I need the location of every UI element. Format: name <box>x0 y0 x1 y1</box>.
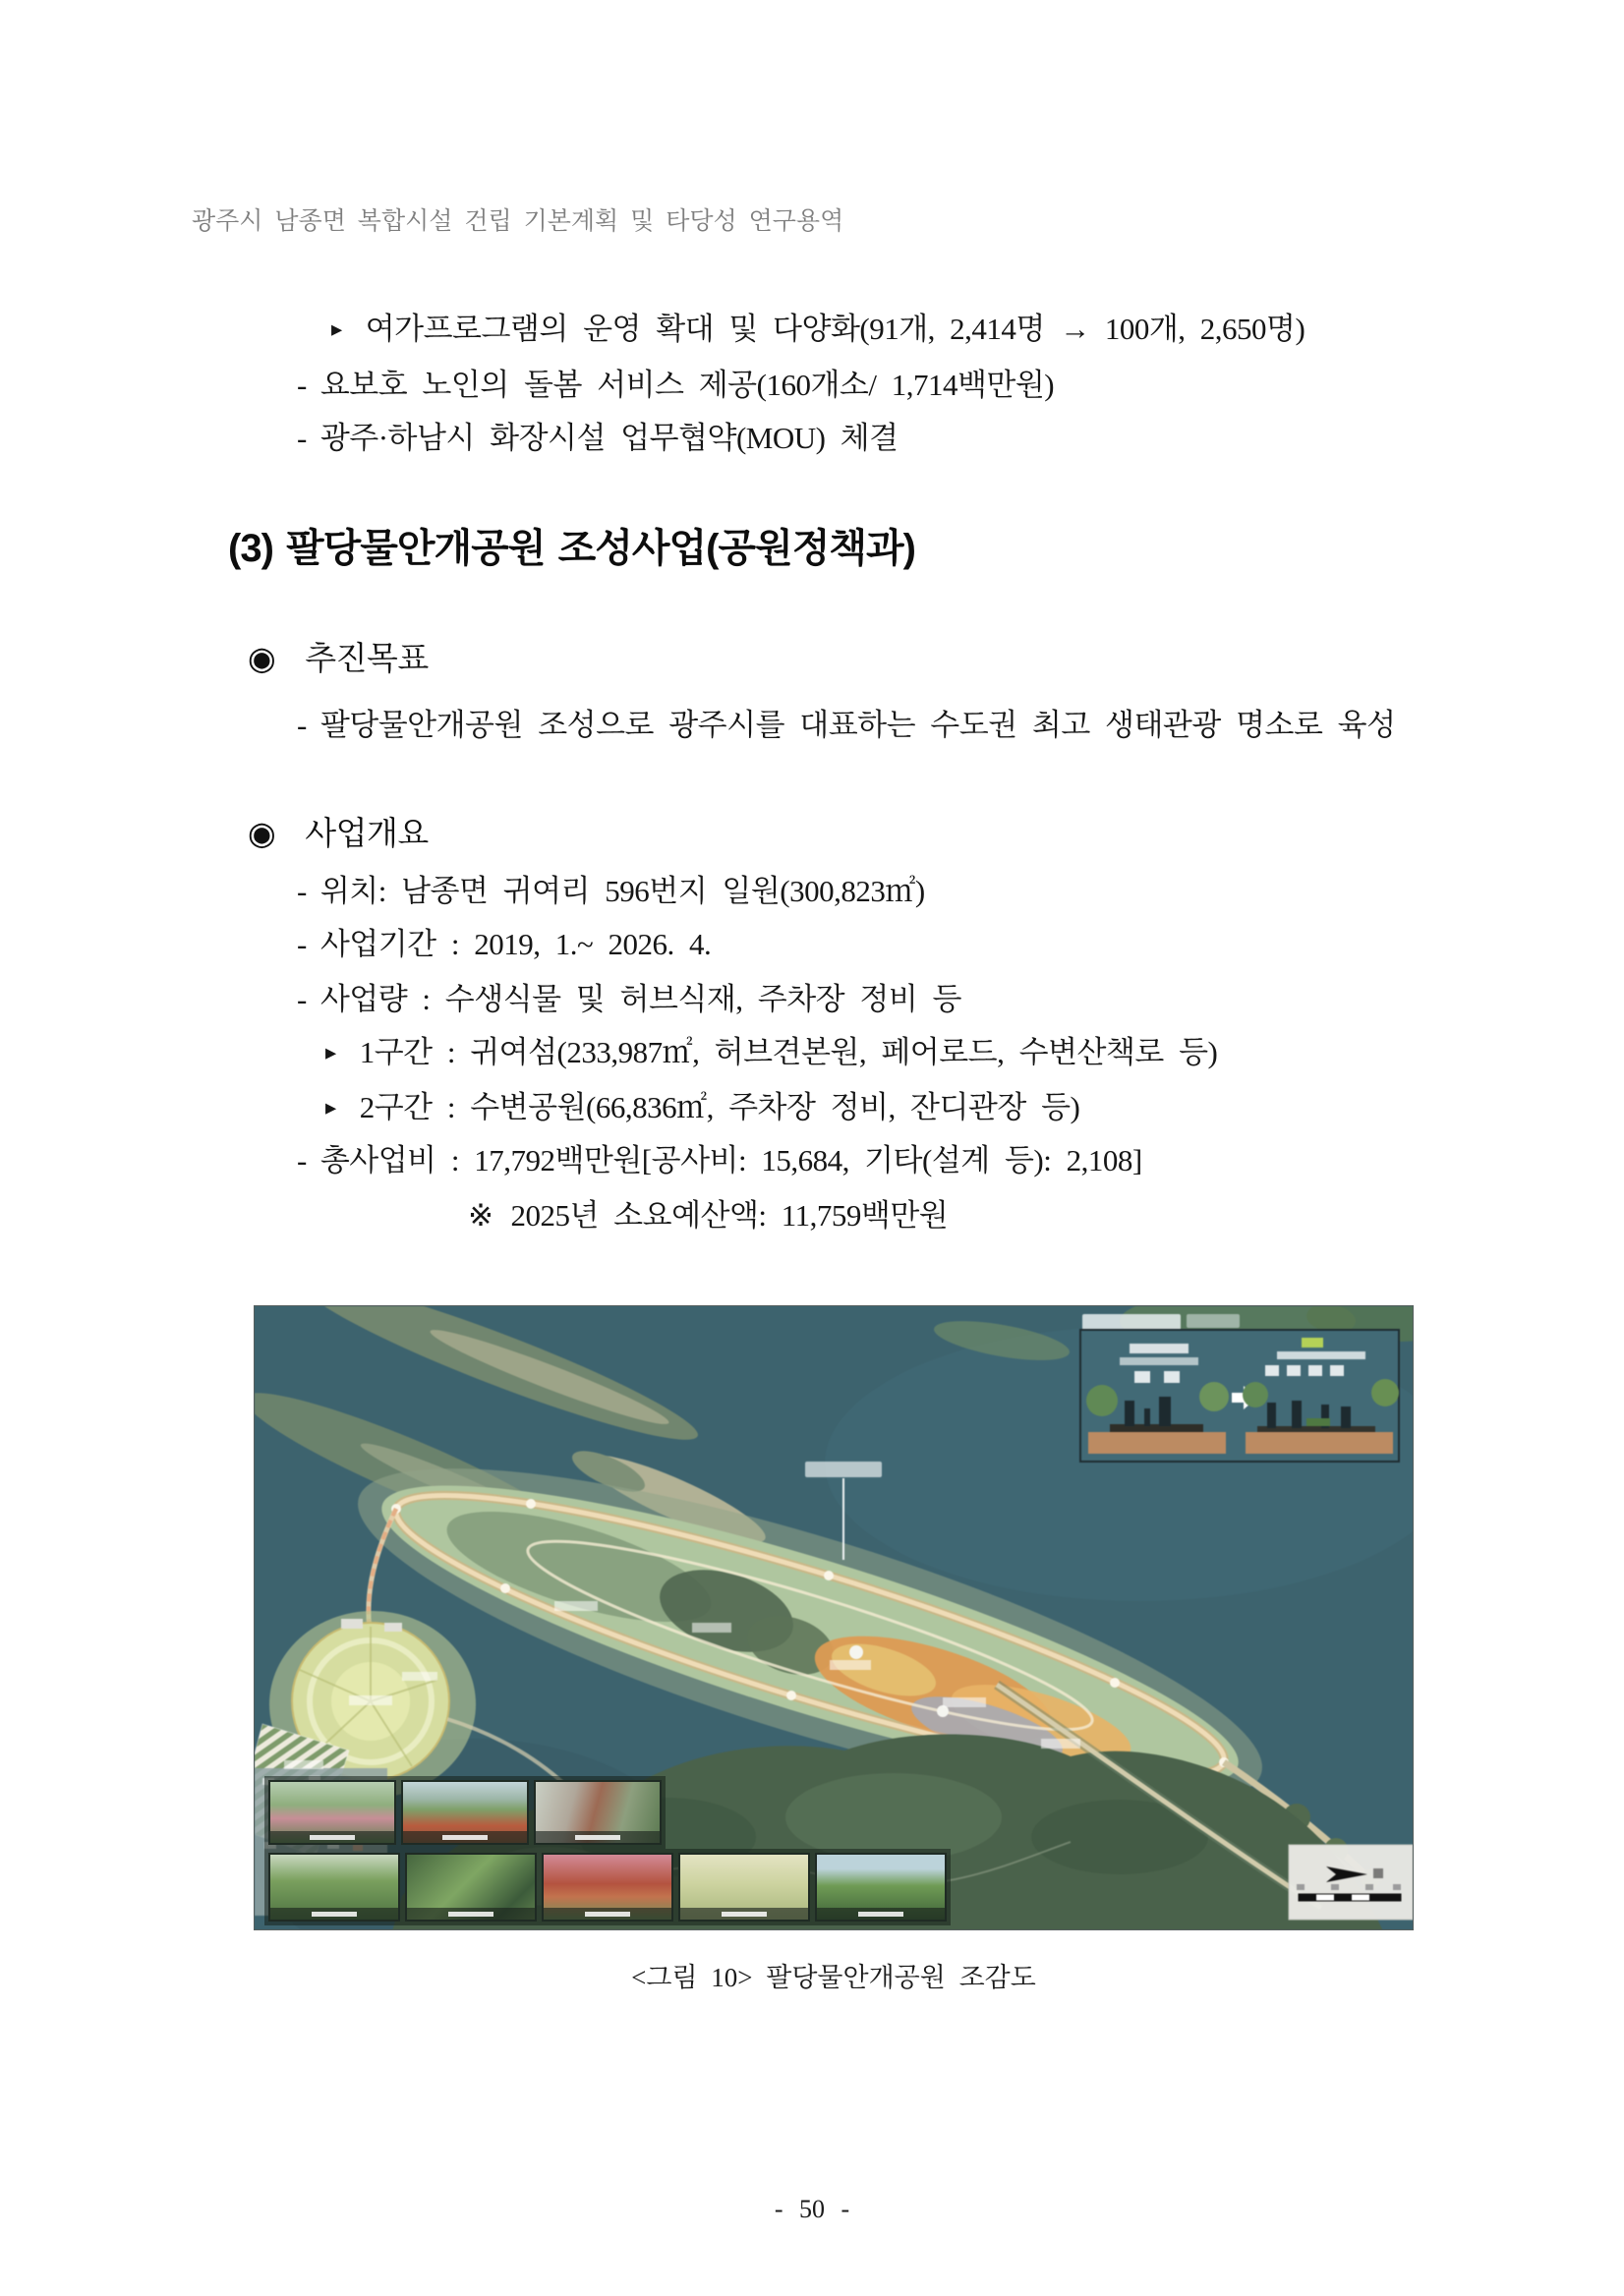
photo-thumbnail <box>401 1780 529 1845</box>
list-item-text: 요보호 노인의 돌봄 서비스 제공(160개소/ 1,714백만원) <box>319 368 1055 402</box>
list-item-text: 사업기간 : 2019, 1.~ 2026. 4. <box>319 927 712 961</box>
page-header: 광주시 남종면 복합시설 건립 기본계획 및 타당성 연구용역 <box>192 207 844 235</box>
section-heading: (3) 팔당물안개공원 조성사업(공원정책과) <box>228 527 915 570</box>
dash-bullet: - <box>297 874 307 908</box>
scale-bar <box>1289 1845 1413 1920</box>
list-item <box>325 1089 1079 1125</box>
photo-thumbnail <box>815 1853 947 1922</box>
list-item-text: 2구간 : 수변공원(66,836㎡, 주차장 정비, 잔디관장 등) <box>359 1090 1080 1124</box>
dash-bullet: - <box>297 421 307 455</box>
thumbnail-strip-bottom <box>264 1849 951 1925</box>
triangle-bullet-icon: ▸ <box>331 316 342 341</box>
dash-bullet: - <box>297 982 307 1016</box>
dash-bullet: - <box>297 1143 307 1177</box>
list-item <box>297 981 961 1017</box>
list-item-text: 위치: 남종면 귀여리 596번지 일원(300,823㎡) <box>319 874 925 908</box>
fisheye-bullet-icon: ◉ <box>248 640 276 676</box>
list-item-text: 2025년 소요예산액: 11,759백만원 <box>510 1198 949 1233</box>
photo-thumbnail <box>534 1780 662 1845</box>
triangle-bullet-icon: ▸ <box>325 1095 336 1119</box>
list-item <box>297 707 1396 743</box>
list-item-text: 1구간 : 귀여섬(233,987㎡, 허브견본원, 페어로드, 수변산책로 등) <box>359 1035 1218 1069</box>
list-item <box>325 1034 1217 1070</box>
list-item-text: 광주·하남시 화장시설 업무협약(MOU) 체결 <box>319 421 899 455</box>
cross-section-inset <box>1080 1314 1399 1462</box>
photo-thumbnail <box>542 1853 673 1922</box>
dash-bullet: - <box>297 368 307 402</box>
thumbnail-strip-top <box>264 1776 666 1849</box>
list-item <box>468 1197 948 1234</box>
triangle-bullet-icon: ▸ <box>325 1040 336 1064</box>
list-item <box>297 420 899 456</box>
overview-title-text: 사업개요 <box>305 815 429 851</box>
dash-bullet: - <box>297 927 307 961</box>
list-item-text: 여가프로그램의 운영 확대 및 다양화(91개, 2,414명 → 100개, 2,650명) <box>365 312 1305 346</box>
goal-section-title <box>248 639 429 678</box>
reference-mark-icon: ※ <box>468 1198 493 1233</box>
overview-section-title <box>248 814 429 853</box>
fisheye-bullet-icon: ◉ <box>248 815 276 851</box>
figure-caption: <그림 10> 팔당물안개공원 조감도 <box>631 1963 1036 1992</box>
photo-thumbnail <box>678 1853 810 1922</box>
dash-bullet: - <box>297 708 307 742</box>
goal-title-text: 추진목표 <box>305 640 429 676</box>
list-item-text: 팔당물안개공원 조성으로 광주시를 대표하는 수도권 최고 생태관광 명소로 육성 <box>319 708 1396 742</box>
list-item <box>297 367 1054 403</box>
list-item-text: 총사업비 : 17,792백만원[공사비: 15,684, 기타(설계 등): 2,108] <box>319 1143 1142 1177</box>
figure-aerial-view <box>254 1305 1414 1930</box>
list-item <box>297 1142 1142 1178</box>
photo-thumbnail <box>268 1853 400 1922</box>
list-item-text: 사업량 : 수생식물 및 허브식재, 주차장 정비 등 <box>319 982 961 1016</box>
list-item <box>297 873 925 909</box>
page-number: - 50 - <box>774 2195 850 2223</box>
photo-thumbnail <box>268 1780 396 1845</box>
photo-thumbnail <box>405 1853 537 1922</box>
list-item <box>331 311 1305 347</box>
list-item <box>297 926 711 962</box>
